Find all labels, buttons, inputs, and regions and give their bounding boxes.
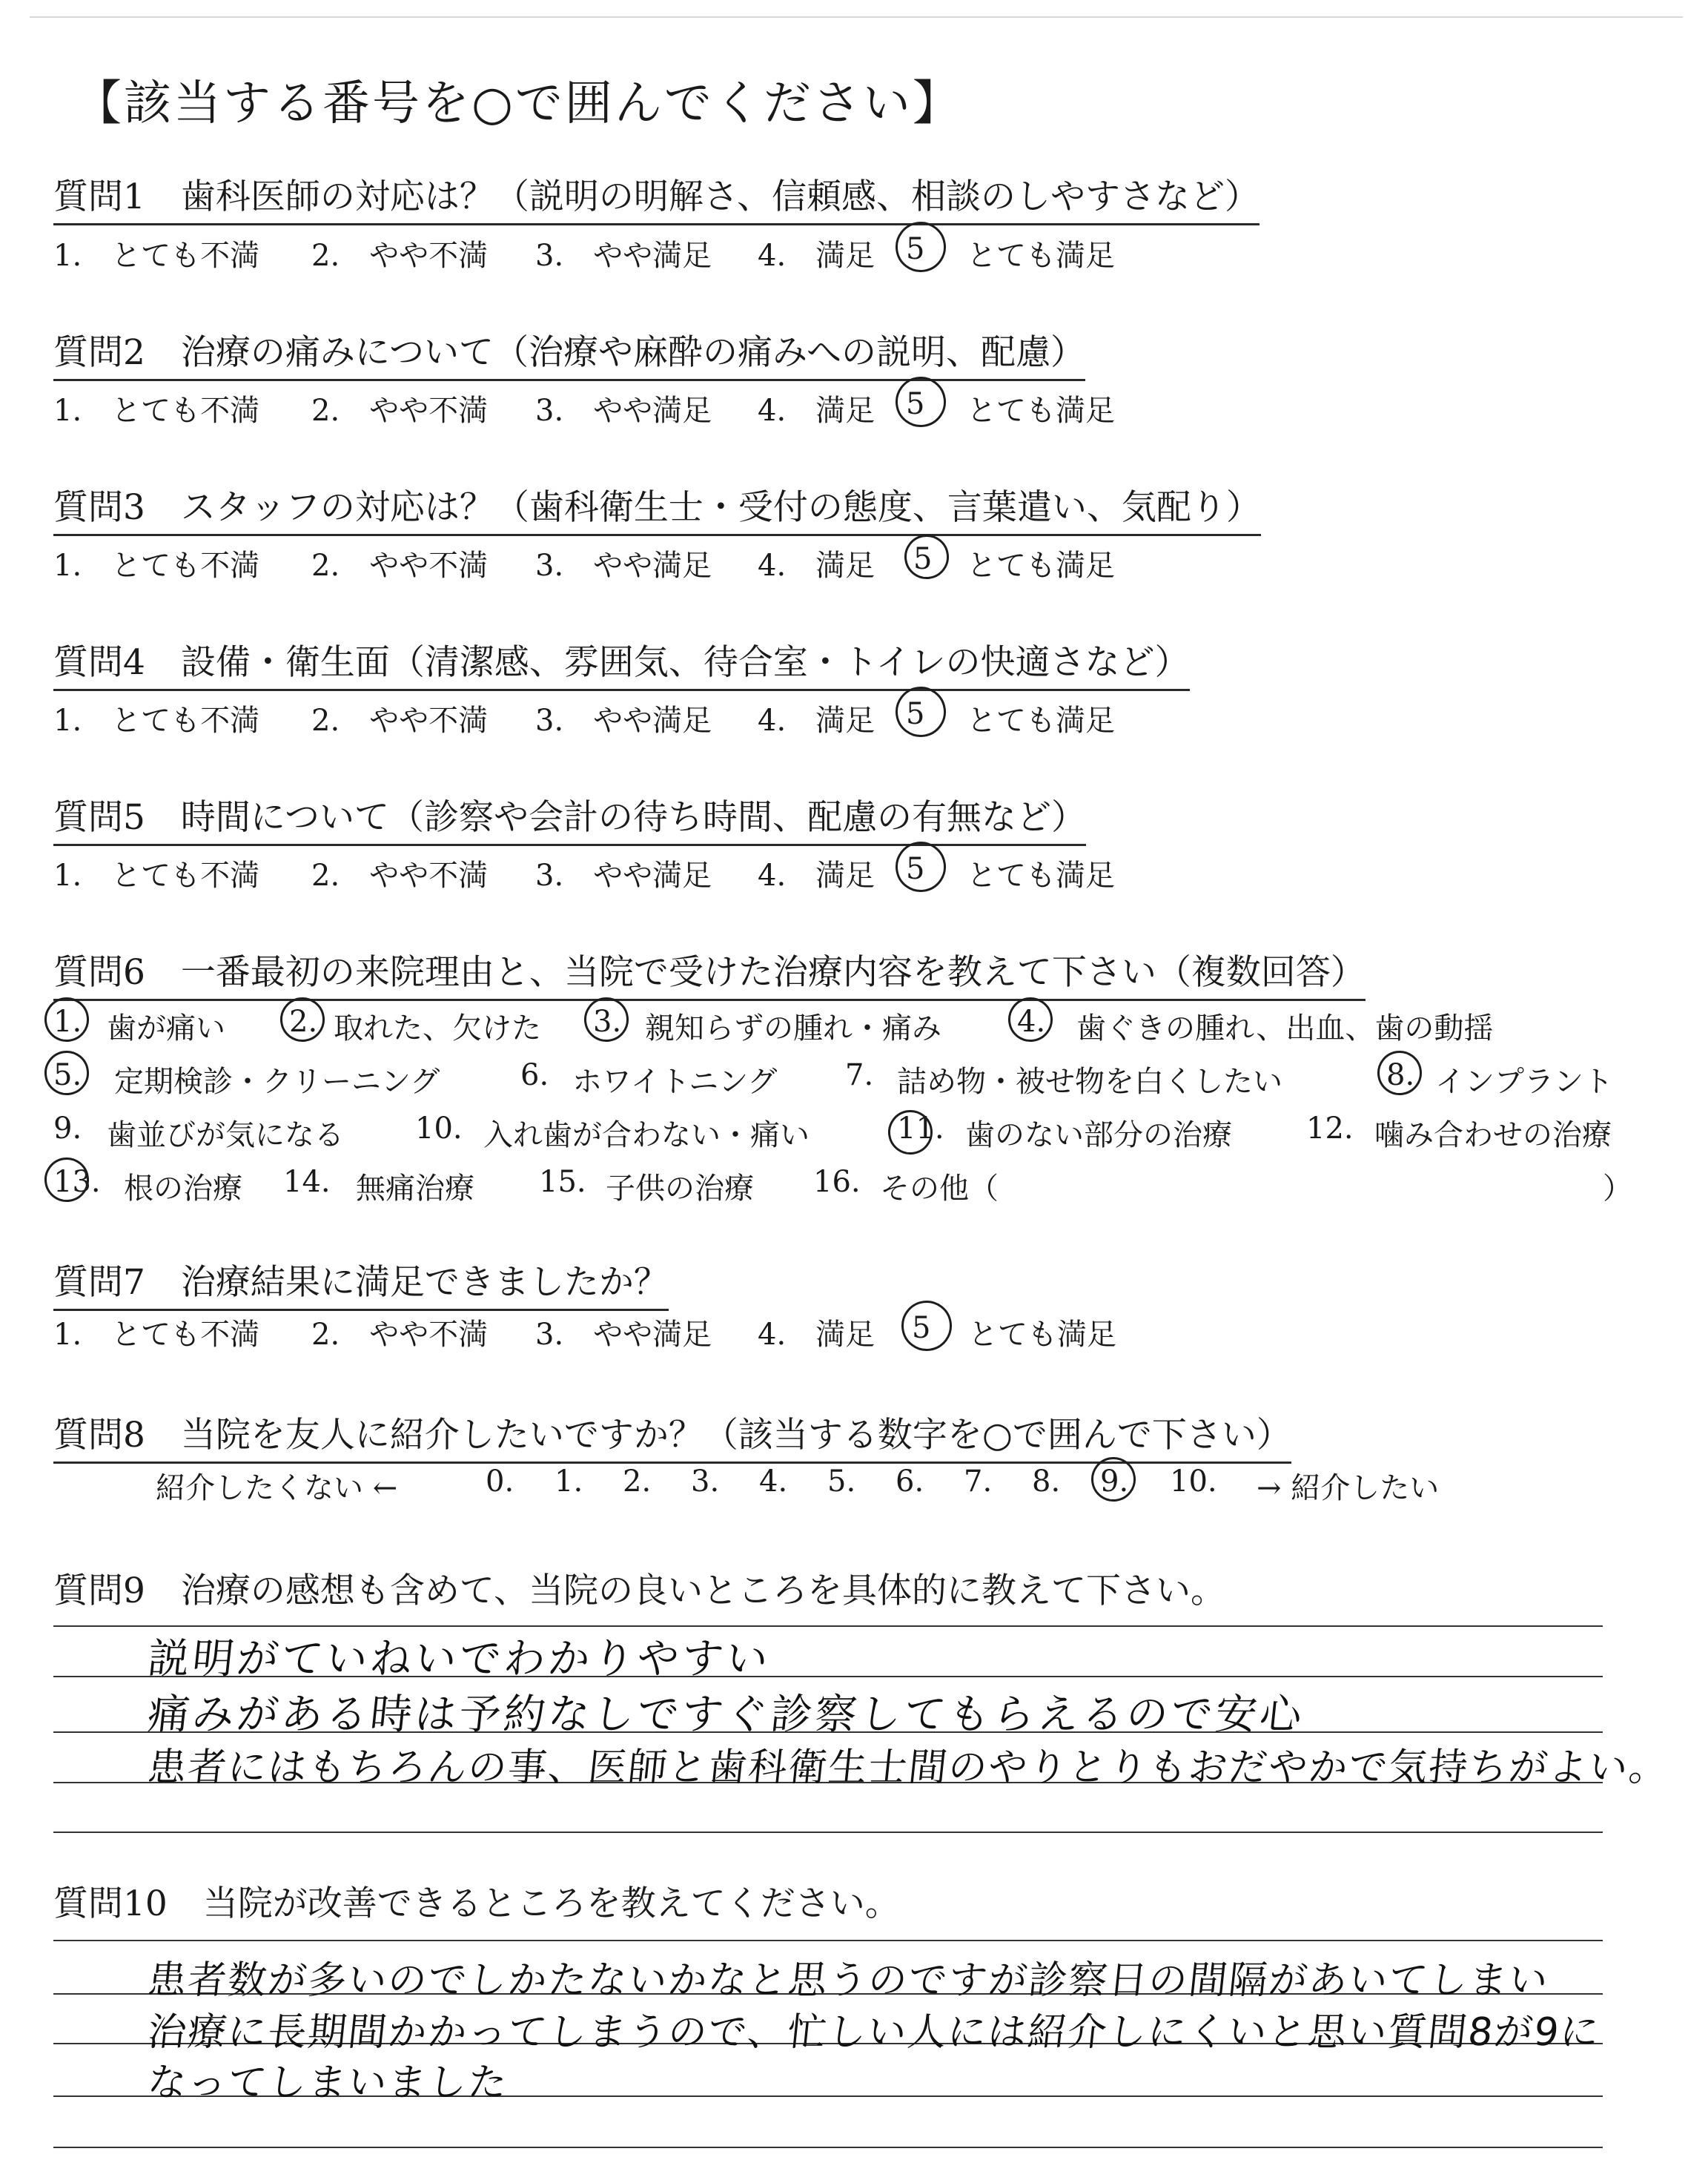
q6-item-4-num: 4. [1017,1005,1046,1039]
q4-option-2[interactable]: 2. やや不満 [311,704,489,738]
q6-item-6-label: ホワイトニング [572,1065,778,1099]
q6-item-8-label: インプラント [1435,1065,1613,1099]
q6-item-4-circle [1005,994,1056,1045]
q5-option-3[interactable]: 3. やや満足 [535,859,712,893]
q7-text: 治療結果に満足できましたか？ [180,1262,669,1303]
q2-selection-circle [893,374,950,431]
q4-option-5[interactable] [906,697,924,731]
q10-text: 当院が改善できるところを教えてください。 [202,1883,900,1924]
q8-scale-7[interactable]: 7. [964,1464,993,1499]
q7-option-4[interactable]: 4. 満足 [758,1318,875,1352]
q7-option-3[interactable]: 3. やや満足 [535,1318,712,1352]
q7-title [53,1255,669,1311]
q4-selection-circle [893,684,950,741]
top-divider [30,16,1683,18]
q10-number: 質問10 [53,1883,168,1924]
q2-option-5[interactable] [906,387,924,421]
q8-scale-2[interactable]: 2. [623,1464,652,1499]
q3-number: 質問3 [53,487,145,528]
q6-item-10-label: 入れ歯が合わない・痛い [483,1118,810,1152]
q10-title [53,1876,900,1930]
q8-title [53,1407,1291,1464]
q2-text: 治療の痛みについて（治療や麻酔の痛みへの説明、配慮） [180,332,1086,373]
q10-answer-line-3: なってしまいました [145,2061,511,2105]
q8-number: 質問8 [53,1415,145,1456]
q2-option-4[interactable]: 4. 満足 [758,394,875,428]
q1-option-1[interactable]: 1. とても不満 [53,239,260,273]
q5-option-5-label: とても満足 [967,859,1115,893]
q8-scale-9-num: 9. [1100,1464,1129,1499]
q1-option-5-label: とても満足 [967,239,1115,273]
q6-item-3[interactable] [593,1005,621,1039]
q6-item-1-circle [42,994,92,1045]
q7-option-5[interactable] [912,1311,930,1345]
q4-option-5-label: とても満足 [967,704,1115,738]
q5-option-4[interactable]: 4. 満足 [758,859,875,893]
q6-item-1[interactable] [53,1005,82,1039]
q6-item-2[interactable] [289,1005,317,1039]
q9-answer-line-2: 痛みがある時は予約なしですぐ診察してもらえるので安心 [145,1691,1307,1739]
q6-item-15-label: 子供の治療 [606,1172,754,1206]
q8-scale-6[interactable]: 6. [896,1464,924,1499]
q8-scale-1[interactable]: 1. [555,1464,583,1499]
q8-scale-5[interactable]: 5. [827,1464,856,1499]
q8-right-label: → 紹介したい [1257,1471,1440,1505]
q6-item-7-num[interactable]: 7. [845,1058,874,1092]
q9-answer-line-1: 説明がていねいでわかりやすい [145,1635,773,1683]
q1-title [53,169,1260,225]
q6-item-11-num: 11. [897,1112,944,1146]
q2-option-1[interactable]: 1. とても不満 [53,394,260,428]
q6-number: 質問6 [53,952,145,993]
q3-option-4[interactable]: 4. 満足 [758,549,875,583]
q6-item-3-num: 3. [593,1005,622,1039]
q6-item-6-num[interactable]: 6. [520,1058,549,1092]
q5-selection-circle [893,839,950,896]
q4-number: 質問4 [53,642,145,683]
q6-item-1-label: 歯が痛い [107,1011,225,1046]
q7-option-5-label: とても満足 [968,1318,1116,1352]
q2-option-5-num: 5 [906,387,925,421]
q7-number: 質問7 [53,1262,145,1303]
q9-number: 質問9 [53,1571,145,1611]
q10-rule-1 [53,1940,1603,1941]
q4-title [53,635,1190,691]
q1-text: 歯科医師の対応は？（説明の明解さ、信頼感、相談のしやすさなど） [180,176,1260,217]
q10-rule-5 [53,2147,1603,2148]
q6-item-4-label: 歯ぐきの腫れ、出血、歯の動揺 [1076,1011,1494,1046]
q6-item-13-num: 13. [53,1165,101,1199]
q3-option-1[interactable]: 1. とても不満 [53,549,260,583]
q6-item-4[interactable] [1017,1005,1045,1039]
q3-option-2[interactable]: 2. やや不満 [311,549,489,583]
q6-item-13-label: 根の治療 [124,1172,242,1206]
q6-item-8-circle [1374,1048,1425,1098]
q9-title [53,1563,1225,1617]
q6-item-11[interactable] [897,1112,944,1146]
q1-number: 質問1 [53,176,145,217]
q6-item-5-label: 定期検診・クリーニング [114,1065,440,1099]
q6-item-12-label: 噛み合わせの治療 [1374,1118,1612,1152]
q7-option-2[interactable]: 2. やや不満 [311,1318,489,1352]
q9-answer-line-3: 患者にはもちろんの事、医師と歯科衛生士間のやりとりもおだやかで気持ちがよい。 [145,1745,1672,1790]
q6-item-5-num: 5. [53,1058,82,1092]
q4-option-4[interactable]: 4. 満足 [758,704,875,738]
q6-item-1-num: 1. [53,1005,82,1039]
q6-item-3-label: 親知らずの腫れ・痛み [645,1011,941,1046]
q2-option-2[interactable]: 2. やや不満 [311,394,489,428]
q8-left-label: 紹介したくない ← [156,1471,398,1505]
q7-selection-circle [898,1298,956,1355]
q6-title [53,945,1366,1001]
q6-item-9-label: 歯並びが気になる [107,1118,344,1152]
q5-option-5[interactable] [906,852,924,886]
q8-scale-10[interactable]: 10. [1170,1464,1217,1499]
q1-option-3[interactable]: 3. やや満足 [535,239,712,273]
q3-option-5-label: とても満足 [967,549,1115,583]
q8-scale-8[interactable]: 8. [1032,1464,1061,1499]
q6-item-15-num[interactable]: 15. [539,1165,586,1199]
instruction-heading: 【該当する番号を○で囲んでください】 [74,76,962,131]
q6-text: 一番最初の来院理由と、当院で受けた治療内容を教えて下さい（複数回答） [180,952,1366,993]
q6-item-7-label: 詰め物・被せ物を白くしたい [897,1065,1282,1099]
q10-answer-line-2: 治療に長期間かかってしまうので、忙しい人には紹介しにくいと思い質問8が9に [145,2010,1603,2055]
q8-scale-9[interactable] [1100,1464,1128,1499]
q6-item-14-label: 無痛治療 [356,1172,474,1206]
q8-scale-3[interactable]: 3. [691,1464,720,1499]
q3-option-3[interactable]: 3. やや満足 [535,549,712,583]
q8-scale-4[interactable]: 4. [759,1464,788,1499]
q6-item-13[interactable] [53,1165,101,1199]
q6-item-10-num[interactable]: 10. [415,1112,463,1146]
q1-option-5[interactable] [906,232,924,266]
q1-selection-circle [893,219,950,276]
q6-item-16-label: その他（ [880,1172,999,1206]
q6-item-8[interactable] [1386,1058,1414,1092]
q2-option-3[interactable]: 3. やや満足 [535,394,712,428]
q6-item-5[interactable] [53,1058,82,1092]
q5-number: 質問5 [53,797,145,838]
q5-option-1[interactable]: 1. とても不満 [53,859,260,893]
q6-item-9-num[interactable]: 9. [53,1112,82,1146]
q8-text: 当院を友人に紹介したいですか？（該当する数字を○で囲んで下さい） [180,1415,1291,1456]
q2-title [53,325,1085,381]
q1-option-5-num: 5 [906,232,925,266]
q2-number: 質問2 [53,332,145,373]
q5-option-5-num: 5 [906,852,925,886]
q6-item-11-label: 歯のない部分の治療 [965,1118,1232,1152]
q4-option-3[interactable]: 3. やや満足 [535,704,712,738]
q3-option-5-num: 5 [913,542,933,576]
q3-option-5[interactable] [913,542,932,576]
q1-option-4[interactable]: 4. 満足 [758,239,875,273]
q6-item-8-num: 8. [1386,1058,1415,1092]
q8-scale-0[interactable]: 0. [486,1464,514,1499]
q6-item-14-num[interactable]: 14. [283,1165,331,1199]
q7-option-1[interactable]: 1. とても不満 [53,1318,260,1352]
q6-item-2-label: 取れた、欠けた [334,1011,541,1046]
q5-title [53,790,1086,846]
q10-answer-line-1: 患者数が多いのでしかたないかなと思うのですが診察日の間隔があいてしまい [145,1958,1552,2003]
q9-rule-5 [53,1832,1603,1833]
q6-item-3-circle [581,994,632,1045]
q6-item-16-close: ） [1603,1172,1632,1206]
q5-text: 時間について（診察や会計の待ち時間、配慮の有無など） [180,797,1086,838]
q4-option-1[interactable]: 1. とても不満 [53,704,260,738]
q3-selection-circle [901,532,952,582]
q6-item-16-num[interactable]: 16. [813,1165,861,1199]
q6-item-2-num: 2. [289,1005,318,1039]
q7-option-5-num: 5 [912,1311,931,1345]
q5-option-2[interactable]: 2. やや不満 [311,859,489,893]
q6-item-12-num[interactable]: 12. [1306,1112,1354,1146]
q3-text: スタッフの対応は？（歯科衛生士・受付の態度、言葉遣い、気配り） [180,487,1261,528]
q3-title [53,480,1261,536]
q9-text: 治療の感想も含めて、当院の良いところを具体的に教えて下さい。 [180,1571,1225,1611]
q6-item-5-circle [42,1048,92,1098]
q6-item-2-circle [277,994,328,1045]
q4-text: 設備・衛生面（清潔感、雰囲気、待合室・トイレの快適さなど） [180,642,1190,683]
q1-option-2[interactable]: 2. やや不満 [311,239,489,273]
q4-option-5-num: 5 [906,697,925,731]
q2-option-5-label: とても満足 [967,394,1115,428]
